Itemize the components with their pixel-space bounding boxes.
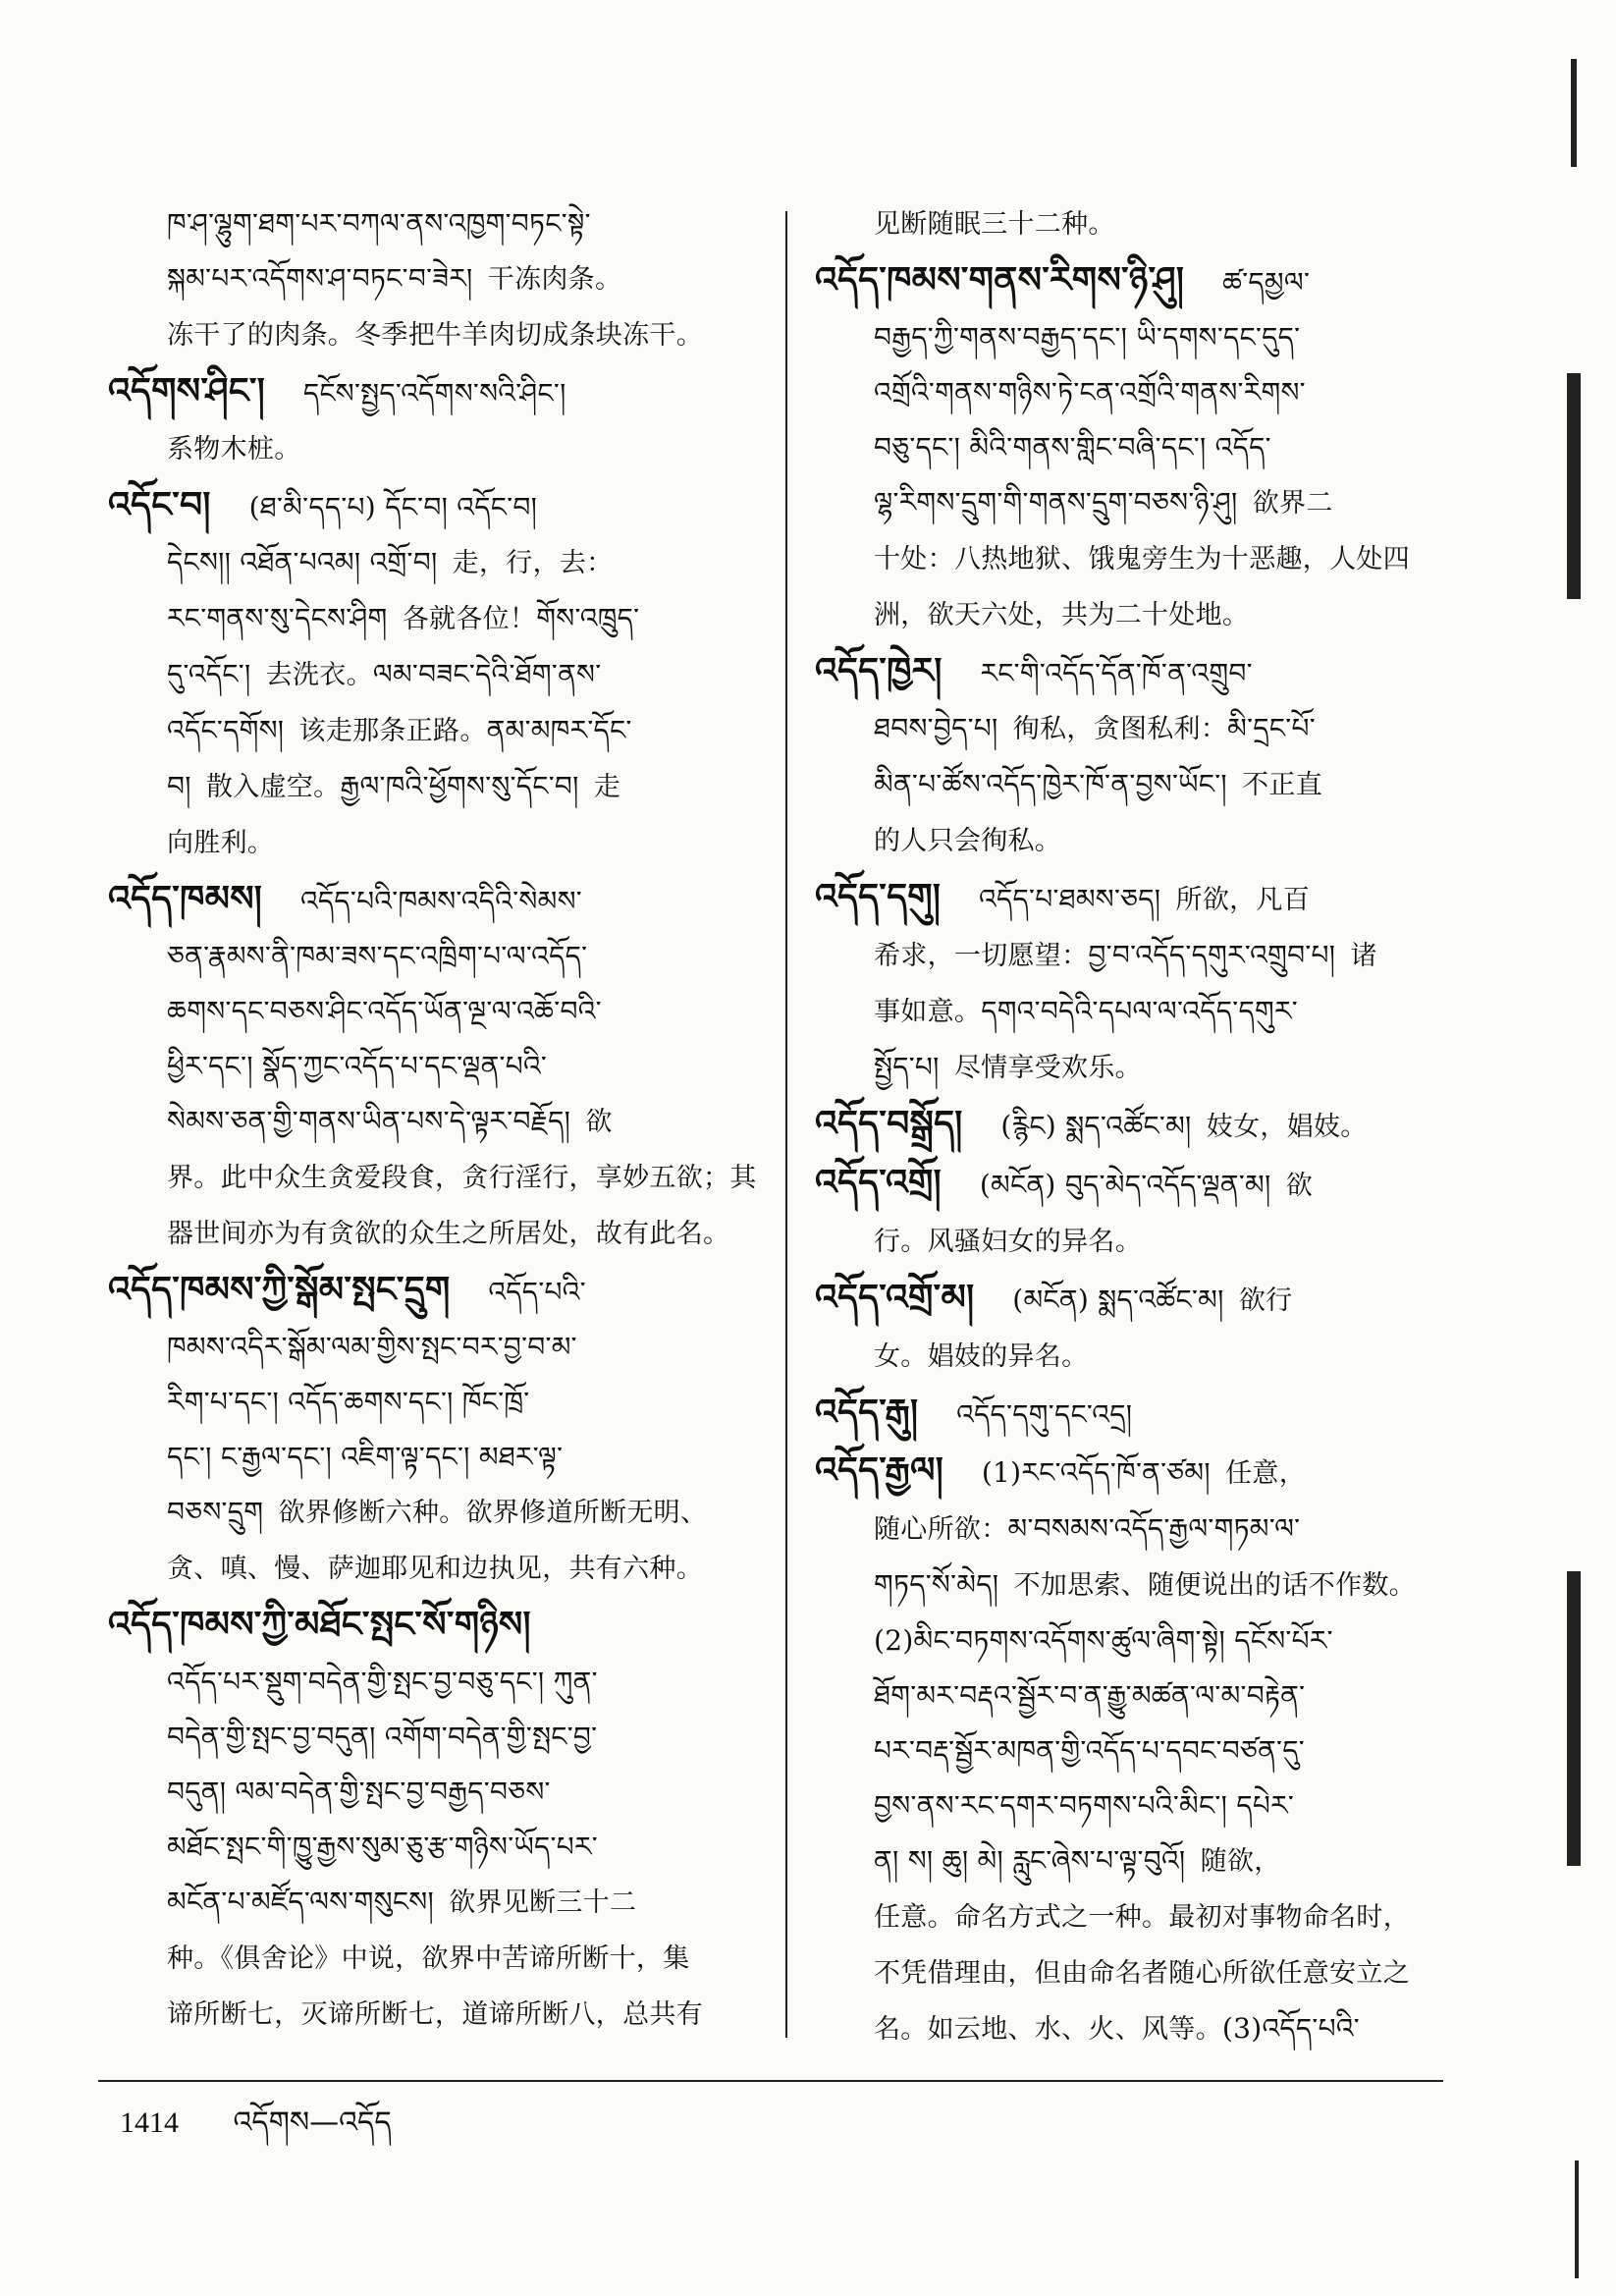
tibetan-text: བྱ་བ་འདོད་དགུར་འགྲུབ་པ།	[1088, 939, 1345, 971]
tibetan-text: (རྙིང) སྨད་འཚོང་མ།	[1000, 1110, 1201, 1142]
tibetan-text: བདུན། ལམ་བདེན་གྱི་སྤང་བྱ་བརྒྱད་བཅས་	[167, 1776, 551, 1808]
tibetan-text: (མངོན) བུད་མེད་འདོད་ལྡན་མ།	[979, 1169, 1280, 1201]
chinese-gloss: 冻干了的肉条。冬季把牛羊肉切成条块冻干。	[167, 320, 703, 351]
tibetan-text: རང་གནས་སུ་དེངས་ཤིག	[167, 602, 397, 634]
tibetan-text: གོས་འཁྲུད་	[536, 602, 640, 634]
tibetan-text: མ་བསམས་འདོད་རྒྱལ་གཏམ་ལ་	[1007, 1512, 1301, 1545]
headword: འདོད་ཁྱེར།	[815, 651, 955, 691]
tibetan-text: མཐོང་སྤང་གི་ཁྱུ་རྒྱས་སུམ་ཅུ་རྩ་གཉིས་ཡོད་པར་	[167, 1831, 598, 1863]
tibetan-text: ཐོག་མར་བརྡའ་སྦྱོར་བ་ན་རྒྱུ་མཚན་ལ་མ་བརྟེན་	[874, 1679, 1306, 1712]
headword: འདོད་དགུ།	[815, 877, 954, 917]
entry-line	[108, 1150, 761, 1206]
chinese-gloss: 的人只会徇私。	[874, 826, 1062, 856]
chinese-gloss: 欲界修断六种。欲界修道所断无明、	[278, 1498, 708, 1528]
headword: འདོད་ཁམས་ཀྱི་མཐོང་སྤང་སོ་གཉིས།	[108, 1605, 531, 1645]
tibetan-text: དངོས་སྤྱད་འདོགས་སའི་ཤིང་།	[302, 377, 566, 410]
entry-headline	[815, 869, 1463, 928]
chinese-gloss: 十处：八热地狱、饿鬼旁生为十恶趣，人处四	[874, 544, 1410, 574]
entry-line	[815, 1040, 1463, 1096]
entry-line	[108, 1655, 761, 1710]
tibetan-text: (ཐ་མི་དད་པ) དོང་བ། འདོང་བ།	[248, 491, 538, 523]
footer-rule	[98, 2080, 1443, 2082]
tibetan-text: ལྷ་རིགས་དྲུག་གི་གནས་དྲུག་བཅས་ཉི་ཤུ།	[874, 486, 1247, 519]
chinese-gloss: 走	[593, 772, 621, 802]
tibetan-text: ཆགས་དང་བཅས་ཤིང་འདོད་ཡོན་ལྔ་ལ་འཆོ་བའི་	[167, 995, 602, 1027]
entry-headline	[108, 477, 761, 535]
entry-headline	[108, 363, 761, 421]
tibetan-text: (2)མིང་བཏགས་འདོགས་ཚུལ་ཞིག་སྟེ། དངོས་པོར་	[874, 1624, 1333, 1657]
entry-line	[815, 531, 1463, 587]
chinese-gloss: 系物木桩。	[167, 434, 301, 465]
entry-line	[108, 1094, 761, 1150]
entry-headline	[815, 1096, 1463, 1155]
tibetan-text: དང་། ང་རྒྱལ་དང་། འཇིག་ལྟ་དང་། མཐར་ལྟ་	[167, 1441, 564, 1473]
entry-line	[815, 928, 1463, 984]
entry-line	[108, 196, 761, 251]
chinese-gloss: 界。此中众生贪爱段食，贪行淫行，享妙五欲；其	[167, 1163, 757, 1193]
tibetan-text: (1)རང་འདོད་ཁོ་ན་ཙམ།	[981, 1456, 1220, 1489]
tibetan-text: བ།	[167, 770, 200, 802]
tibetan-text: (3)འདོད་པའི་	[1221, 2012, 1360, 2045]
entry-line	[108, 1820, 761, 1875]
entry-line	[108, 759, 761, 815]
chinese-gloss: 事如意。	[874, 997, 982, 1027]
chinese-gloss: 欲界二	[1252, 488, 1333, 519]
tibetan-text: བཅུ་དང་། མིའི་གནས་གླིང་བཞི་དང་། འདོད་	[874, 431, 1271, 464]
entry-line	[815, 1723, 1463, 1778]
chinese-gloss: 见断随眠三十二种。	[874, 209, 1115, 240]
entry-line	[815, 365, 1463, 420]
headword-range: འདོགས—འདོད	[233, 2105, 392, 2140]
chinese-gloss: 各就各位！	[402, 604, 537, 634]
entry-line	[815, 1945, 1463, 2001]
entry-line	[815, 310, 1463, 365]
entry-line	[108, 647, 761, 703]
scan-edge-mark	[1571, 59, 1577, 167]
tibetan-text: འདོད་པར་སྡུག་བདེན་གྱི་སྤང་བྱ་བཅུ་དང་། ཀུན་	[167, 1666, 598, 1698]
entry-line	[108, 591, 761, 647]
chinese-gloss: 向胜利。	[167, 828, 275, 858]
chinese-gloss: 不凭借理由，但由命名者随心所欲任意安立之	[874, 1958, 1410, 1989]
tibetan-text: ཅན་རྣམས་ནི་ཁམ་ཟས་དང་འཁྲིག་པ་ལ་འདོད་	[167, 940, 588, 972]
scan-edge-mark	[1567, 1571, 1581, 1866]
chinese-gloss: 诸	[1350, 941, 1377, 971]
page-number: 1414	[120, 2106, 179, 2139]
chinese-gloss: 该走那条正路。	[298, 716, 487, 746]
entry-line	[108, 1485, 761, 1541]
entry-line	[108, 307, 761, 363]
headword: འདོད་འགྲོ་མ།	[815, 1278, 988, 1318]
chinese-gloss: 不正直	[1242, 770, 1323, 800]
tibetan-text: འདོད་པ་ཐམས་ཅད།	[979, 883, 1170, 915]
entry-line	[108, 815, 761, 871]
tibetan-text: ཚ་དམྱལ་	[1222, 266, 1311, 299]
entry-line	[815, 1778, 1463, 1833]
tibetan-text: རང་གི་འདོད་དོན་ཁོ་ན་འགྲུབ་	[980, 657, 1253, 689]
chinese-gloss: 欲	[1285, 1171, 1313, 1201]
chinese-gloss: 干冻肉条。	[487, 264, 622, 295]
chinese-gloss: 所欲，凡百	[1175, 885, 1311, 915]
entry-headline	[815, 643, 1463, 701]
entry-line	[108, 1430, 761, 1485]
tibetan-text: རྒྱལ་ཁའི་ཕྱོགས་སུ་དོང་བ།	[340, 770, 588, 802]
entry-line	[108, 1710, 761, 1765]
chinese-gloss: 种。《俱舍论》中说，欲界中苦谛所断十，集	[167, 1943, 690, 1974]
chinese-gloss: 随心所欲：	[874, 1514, 1008, 1545]
headword: འདོད་རྒུ།	[815, 1393, 932, 1433]
headword: འདོད་ཁམས།	[108, 879, 275, 919]
entry-line	[108, 421, 761, 477]
tibetan-text: པར་བརྡ་སྦྱོར་མཁན་གྱི་འདོད་པ་དབང་བཙན་དུ་	[874, 1734, 1305, 1767]
chinese-gloss: 尽情享受欢乐。	[953, 1053, 1142, 1083]
entry-headline	[815, 252, 1463, 310]
entry-line	[108, 929, 761, 984]
entry-line	[108, 1039, 761, 1094]
entry-headline	[815, 1385, 1463, 1443]
tibetan-text: དེངས།། འཐོན་པའམ། འགྲོ་བ།	[167, 546, 447, 578]
entry-headline	[108, 1597, 761, 1655]
headword: འདོགས་ཤིང་།	[108, 371, 278, 411]
entry-line	[815, 1668, 1463, 1723]
chinese-gloss: 器世间亦为有贪欲的众生之所居处，故有此名。	[167, 1219, 730, 1249]
chinese-gloss: 妓女，娼妓。	[1206, 1112, 1368, 1142]
tibetan-text: རིག་པ་དང་། འདོད་ཆགས་དང་། ཁོང་ཁྲོ་	[167, 1386, 530, 1418]
tibetan-text: སྤྱོད་པ།	[874, 1051, 948, 1083]
entry-headline	[108, 871, 761, 929]
tibetan-text: སྐམ་པར་འདོགས་ཤ་བཏང་བ་ཟེར།	[167, 262, 482, 295]
tibetan-text: བྱས་ནས་རང་དགར་བཏགས་པའི་མིང་། དཔེར་	[874, 1789, 1295, 1822]
page-footer	[120, 2090, 392, 2172]
tibetan-text: ཁམས་འདིར་སྒོམ་ལམ་གྱིས་སྤང་བར་བྱ་བ་མ་	[167, 1331, 577, 1363]
entry-line	[815, 587, 1463, 643]
column-divider	[785, 211, 787, 2038]
chinese-gloss: 不加思索、随便说出的话不作数。	[1013, 1570, 1416, 1601]
tibetan-text: ཁ་ཤ་ལྷུག་ཐག་པར་བཀལ་ནས་འཁྱག་བཏང་སྟེ་	[167, 207, 591, 240]
chinese-gloss: 徇私，贪图私利：	[1012, 714, 1228, 744]
tibetan-text: ཐབས་བྱེད་པ།	[874, 712, 1007, 744]
chinese-gloss: 任意，	[1225, 1458, 1306, 1489]
scan-edge-mark	[1575, 2160, 1579, 2278]
entry-line	[815, 1214, 1463, 1270]
entry-headline	[815, 1155, 1463, 1214]
entry-line	[815, 1613, 1463, 1668]
headword: འདོད་ཁམས་ཀྱི་སྒོམ་སྤང་དྲུག	[108, 1270, 463, 1310]
chinese-gloss: 随欲，	[1200, 1846, 1281, 1877]
tibetan-text: འདོད་པའི་ཁམས་འདིའི་སེམས་	[299, 885, 582, 917]
tibetan-text: གཏད་སོ་མེད།	[874, 1568, 1008, 1601]
chinese-gloss: 去洗衣。	[265, 660, 373, 690]
entry-line	[815, 701, 1463, 757]
entry-line	[815, 1502, 1463, 1558]
tibetan-text: འདོད་དགུ་དང་འདྲ།	[956, 1398, 1133, 1431]
chinese-gloss: 走，行，去：	[452, 548, 614, 578]
entry-headline	[815, 1443, 1463, 1502]
tibetan-text: ན། ས། ཆུ། མེ། རླུང་ཞེས་པ་ལྟ་བུའོ།	[874, 1844, 1195, 1877]
headword: འདོད་འགྲོ།	[815, 1163, 954, 1203]
entry-line	[108, 1320, 761, 1375]
entry-line	[815, 420, 1463, 475]
entry-line	[108, 1375, 761, 1430]
headword: འདོད་རྒྱལ།	[815, 1450, 956, 1491]
chinese-gloss: 洲，欲天六处，共为二十处地。	[874, 600, 1250, 630]
entry-line	[815, 475, 1463, 531]
tibetan-text: མི་དྲང་པོ་	[1227, 712, 1316, 744]
entry-line	[815, 757, 1463, 813]
entry-line	[108, 1987, 761, 2043]
chinese-gloss: 欲界见断三十二	[449, 1887, 637, 1918]
headword: འདོད་ཁམས་གནས་རིགས་ཉི་ཤུ།	[815, 260, 1197, 301]
chinese-gloss: 欲	[585, 1107, 613, 1137]
entry-line	[815, 196, 1463, 252]
entry-line	[108, 1541, 761, 1597]
left-column	[108, 196, 761, 2043]
chinese-gloss: 行。风骚妇女的异名。	[874, 1227, 1142, 1257]
entry-line	[108, 1875, 761, 1931]
chinese-gloss: 女。娼妓的异名。	[874, 1341, 1089, 1372]
scan-edge-mark	[1567, 373, 1581, 599]
tibetan-text: ལམ་བཟང་དེའི་ཐོག་ནས་	[372, 658, 602, 690]
tibetan-text: ནམ་མཁར་དོང་	[486, 714, 632, 746]
entry-line	[815, 1558, 1463, 1613]
chinese-gloss: 希求，一切愿望：	[874, 941, 1089, 971]
chinese-gloss: 任意。命名方式之一种。最初对事物命名时，	[874, 1902, 1410, 1933]
entry-line	[815, 1889, 1463, 1945]
entry-line	[815, 984, 1463, 1040]
entry-line	[108, 535, 761, 591]
tibetan-text: འགྲོའི་གནས་གཉིས་ཏེ་ངན་འགྲོའི་གནས་རིགས་	[874, 376, 1306, 409]
tibetan-text: བདེན་གྱི་སྤང་བྱ་བདུན། འགོག་བདེན་གྱི་སྤང་བྱ་	[167, 1721, 598, 1753]
entry-line	[108, 1765, 761, 1820]
entry-line	[815, 1833, 1463, 1889]
chinese-gloss: 欲行	[1238, 1285, 1293, 1316]
tibetan-text: འདོད་པའི་	[488, 1276, 586, 1308]
entry-line	[108, 703, 761, 759]
tibetan-text: མངོན་པ་མཛོད་ལས་གསུངས།	[167, 1886, 444, 1918]
entry-headline	[108, 1262, 761, 1320]
chinese-gloss: 散入虚空。	[205, 772, 341, 802]
right-column	[815, 196, 1463, 2057]
tibetan-text: སེམས་ཅན་གྱི་གནས་ཡིན་པས་དེ་ལྟར་བརྗོད།	[167, 1105, 580, 1137]
tibetan-text: འདོང་དགོས།	[167, 714, 294, 746]
chinese-gloss: 贪、嗔、慢、萨迦耶见和边执见，共有六种。	[167, 1554, 703, 1584]
headword: འདོང་བ།	[108, 485, 224, 525]
tibetan-text: བརྒྱད་ཀྱི་གནས་བརྒྱད་དང་། ཡི་དགས་དང་དུད་	[874, 321, 1301, 354]
tibetan-text: དུ་འདོང་།	[167, 658, 260, 690]
entry-line	[108, 251, 761, 307]
headword: འདོད་བསྒྲོད།	[815, 1104, 976, 1144]
entry-line	[815, 2001, 1463, 2057]
chinese-gloss: 名。如云地、水、火、风等。	[874, 2014, 1222, 2045]
entry-line	[815, 1329, 1463, 1385]
entry-line	[108, 1931, 761, 1987]
entry-line	[815, 813, 1463, 869]
tibetan-text: བཅས་དྲུག	[167, 1496, 273, 1528]
tibetan-text: ཕྱིར་དང་། སྣོད་ཀྱང་འདོད་པ་དང་ལྡན་པའི་	[167, 1050, 548, 1082]
entry-line	[108, 984, 761, 1039]
chinese-gloss: 谛所断七，灭谛所断七，道谛所断八，总共有	[167, 1999, 703, 2030]
tibetan-text: དགའ་བདེའི་དཔལ་ལ་འདོད་དགུར་	[981, 995, 1298, 1027]
tibetan-text: (མངོན) སྨད་འཚོང་མ།	[1012, 1284, 1233, 1316]
entry-line	[108, 1206, 761, 1262]
entry-headline	[815, 1270, 1463, 1329]
tibetan-text: མིན་པ་ཚོས་འདོད་ཁྱེར་ཁོ་ན་བྱས་ཡོང་།	[874, 768, 1237, 800]
